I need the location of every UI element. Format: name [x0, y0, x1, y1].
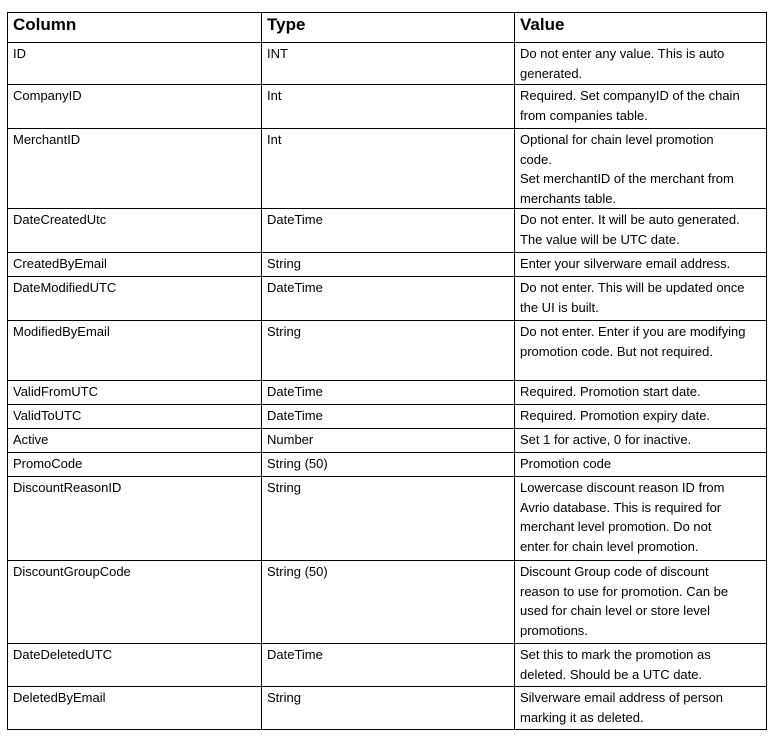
cell-column: ID: [8, 43, 262, 85]
cell-type: DateTime: [262, 405, 515, 429]
value-line: marking it as deleted.: [520, 709, 644, 725]
cell-type: String (50): [262, 561, 515, 644]
cell-column: CompanyID: [8, 85, 262, 129]
cell-value: [515, 405, 767, 429]
table-row: [8, 381, 767, 405]
cell-value: [515, 644, 767, 687]
value-line: used for chain level or store level: [520, 603, 711, 618]
value-line: Set merchantID of the merchant from: [520, 171, 734, 186]
table-row: [8, 253, 767, 277]
value-line: Enter your silverware email address.: [520, 256, 731, 271]
cell-column: ModifiedByEmail: [8, 321, 262, 381]
cell-type: String: [262, 253, 515, 277]
cell-column: DiscountReasonID: [8, 477, 262, 561]
cell-column: MerchantID: [8, 129, 262, 209]
cell-type: String: [262, 477, 515, 561]
value-line: Required. Promotion expiry date.: [520, 408, 711, 423]
table-row: [8, 687, 767, 730]
value-line: the UI is built.: [520, 299, 599, 315]
value-line: Do not enter. It will be auto generated.: [520, 212, 740, 227]
cell-column: DateCreatedUtc: [8, 209, 262, 253]
table-row: [8, 85, 767, 129]
table-row: [8, 129, 767, 209]
cell-column: DateDeletedUTC: [8, 644, 262, 687]
cell-value: [515, 277, 767, 321]
cell-type: DateTime: [262, 277, 515, 321]
value-line: Avrio database. This is required for: [520, 499, 722, 515]
cell-column: DateModifiedUTC: [8, 277, 262, 321]
value-line: Required. Set companyID of the chain: [520, 88, 740, 103]
table-row: [8, 429, 767, 453]
table-row: [8, 277, 767, 321]
cell-value: [515, 453, 767, 477]
cell-value: [515, 477, 767, 561]
cell-type: INT: [262, 43, 515, 85]
cell-type: DateTime: [262, 644, 515, 687]
value-line: Discount Group code of discount: [520, 564, 709, 579]
table-row: [8, 644, 767, 687]
cell-value: [515, 687, 767, 730]
value-line: from companies table.: [520, 107, 648, 123]
cell-value: [515, 43, 767, 85]
cell-column: DiscountGroupCode: [8, 561, 262, 644]
cell-column: ValidToUTC: [8, 405, 262, 429]
table-row: [8, 209, 767, 253]
cell-column: ValidFromUTC: [8, 381, 262, 405]
cell-value: [515, 209, 767, 253]
value-line: Optional for chain level promotion: [520, 132, 714, 147]
header-type: Type: [262, 13, 515, 43]
cell-type: Int: [262, 85, 515, 129]
cell-value: [515, 129, 767, 209]
table-row: [8, 453, 767, 477]
table-row: [8, 43, 767, 85]
value-line: generated.: [520, 65, 583, 81]
value-line: Set this to mark the promotion as: [520, 647, 711, 662]
header-row: [8, 13, 767, 43]
cell-type: DateTime: [262, 381, 515, 405]
value-line: Required. Promotion start date.: [520, 384, 701, 399]
table-row: [8, 321, 767, 381]
cell-value: [515, 321, 767, 381]
cell-type: Number: [262, 429, 515, 453]
cell-type: String: [262, 687, 515, 730]
value-line: promotion code. But not required.: [520, 343, 713, 359]
value-line: Do not enter. Enter if you are modifying: [520, 324, 746, 339]
cell-column: CreatedByEmail: [8, 253, 262, 277]
value-line: Lowercase discount reason ID from: [520, 480, 725, 495]
cell-type: Int: [262, 129, 515, 209]
cell-type: String (50): [262, 453, 515, 477]
value-line: Silverware email address of person: [520, 690, 724, 705]
table-row: [8, 405, 767, 429]
value-line: Do not enter any value. This is auto: [520, 46, 725, 61]
table-row: [8, 477, 767, 561]
value-line: merchant level promotion. Do not: [520, 519, 712, 534]
value-line: promotions.: [520, 622, 588, 638]
value-line: Do not enter. This will be updated once: [520, 280, 745, 295]
cell-value: [515, 85, 767, 129]
cell-value: [515, 561, 767, 644]
cell-value: [515, 253, 767, 277]
value-line: Promotion code: [520, 456, 612, 471]
value-line: merchants table.: [520, 190, 617, 206]
value-line: The value will be UTC date.: [520, 231, 680, 247]
cell-value: [515, 381, 767, 405]
cell-column: DeletedByEmail: [8, 687, 262, 730]
value-line: enter for chain level promotion.: [520, 538, 699, 554]
cell-type: String: [262, 321, 515, 381]
cell-column: PromoCode: [8, 453, 262, 477]
cell-type: DateTime: [262, 209, 515, 253]
table-row: [8, 561, 767, 644]
header-column: Column: [8, 13, 262, 43]
value-line: reason to use for promotion. Can be: [520, 583, 729, 599]
cell-value: [515, 429, 767, 453]
value-line: deleted. Should be a UTC date.: [520, 666, 703, 682]
value-line: code.: [520, 151, 552, 167]
header-value: Value: [515, 13, 767, 43]
cell-column: Active: [8, 429, 262, 453]
value-line: Set 1 for active, 0 for inactive.: [520, 432, 692, 447]
schema-table: [7, 12, 767, 730]
